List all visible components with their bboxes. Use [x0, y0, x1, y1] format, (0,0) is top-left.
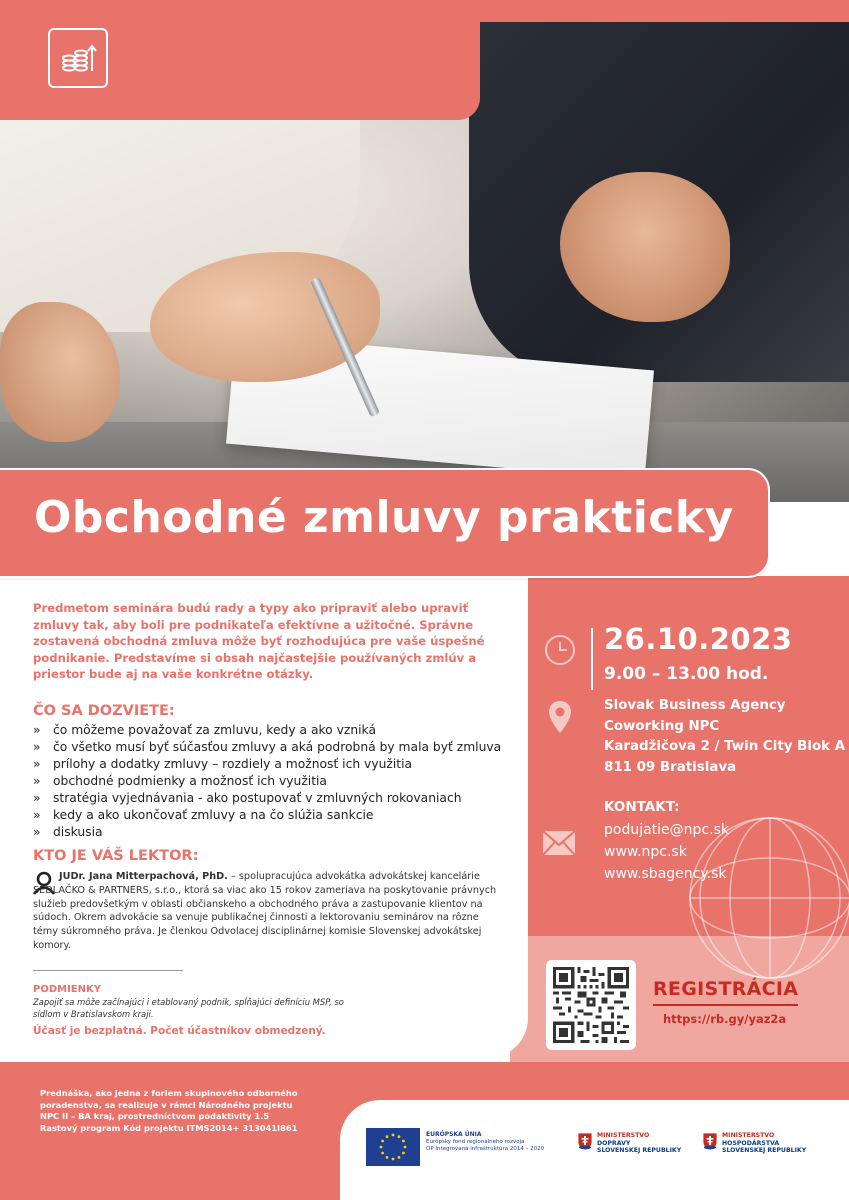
registration-heading: REGISTRÁCIA — [653, 978, 799, 1000]
coins-growth-icon — [48, 28, 108, 88]
eu-fund-text: EURÓPSKA ÚNIA Európsky fond regionálneho rozvoja OP Integrovaná infraštruktúra 2014 – 2020 — [426, 1131, 545, 1152]
learn-list — [33, 722, 523, 841]
lector-name: JUDr. Jana Mitterpachová, PhD. — [59, 871, 228, 882]
conditions-text: Zapojiť sa môže začínajúci i etablovaný podnik, spĺňajúci definíciu MSP, so sídlom v Bratislavskom kraji. — [33, 997, 344, 1019]
event-date: 26.10.2023 — [604, 622, 793, 656]
registration-underline — [653, 1004, 798, 1006]
page-title: Obchodné zmluvy prakticky — [34, 492, 734, 543]
event-place: Slovak Business Agency Coworking NPC Karadžičova 2 / Twin City Blok A 811 09 Bratislava — [604, 698, 846, 775]
eu-flag-icon — [366, 1128, 420, 1166]
location-pin-icon — [548, 700, 572, 734]
date-divider — [591, 628, 593, 690]
intro-text: Predmetom seminára budú rady a typy ako pripraviť alebo upraviť zmluvy tak, aby boli pre podnikateľa efektívne a užitočné. Správne zostavená obchodná zmluva môže byť rozhodujúca pre vaše úspešné podnikanie. Predstavíme si obsah najčastejšie používaných zmlúv a priestor bude aj na vaše konkrétne otázky. — [33, 601, 485, 681]
list-item: » kedy a ako ukončovať zmluvy a na čo slúžia sankcie — [33, 808, 374, 822]
list-item: » čo môžeme považovať za zmluvu, kedy a ako vzniká — [33, 723, 376, 737]
slovak-crest-icon — [577, 1132, 593, 1151]
qr-code-icon[interactable] — [546, 960, 636, 1050]
ministry-transport-text: MINISTERSTVO DOPRAVY SLOVENSKEJ REPUBLIKY — [597, 1132, 682, 1154]
conditions-heading: PODMIENKY — [33, 984, 101, 995]
list-item: » čo všetko musí byť súčasťou zmluvy a aká podrobná by mala byť zmluva — [33, 740, 502, 754]
slovak-crest-icon — [702, 1132, 718, 1151]
contact-email-link[interactable]: podujatie@npc.sk — [604, 822, 729, 838]
participation-note: Účasť je bezplatná. Počet účastníkov obmedzený. — [33, 1025, 326, 1037]
lector-bio: JUDr. Jana Mitterpachová, PhD. – spolupracujúca advokátka advokátskej kancelárie SEDLAČKO & PARTNERS, s.r.o., ktorá sa viac ako 15 rokov zameriava na poskytovanie právnych služieb predovšetkým v oblasti občianskeho a obchodného práva a zastupovanie klientov na súdoch. Okrem advokácie sa venuje publikačnej činnosti a lektorovaniu seminárov na rôzne témy súkromného práva. Je členkou Odvolacej disciplinárnej komisie Slovenskej advokátskej komory. — [33, 871, 497, 951]
footer-project-text: Prednáška, ako jedna z foriem skupinového odborného poradenstva, sa realizuje v rámci Národného projektu NPC II – BA kraj, prostredníctvom podaktivity 1.5 Rastový program Kód projektu ITMS2014+ 313041I861 — [40, 1088, 298, 1133]
ministry-economy-text: MINISTERSTVO HOSPODÁRSTVA SLOVENSKEJ REPUBLIKY — [722, 1132, 807, 1154]
event-time: 9.00 – 13.00 hod. — [604, 664, 769, 684]
list-item: » prílohy a dodatky zmluvy – rozdiely a možnosť ich využitia — [33, 757, 413, 771]
mail-icon — [542, 830, 576, 856]
registration-link[interactable]: https://rb.gy/yaz2a — [663, 1012, 787, 1026]
learn-heading: ČO SA DOZVIETE: — [33, 703, 175, 719]
contact-heading: KONTAKT: — [604, 799, 680, 815]
list-item: » diskusia — [33, 825, 103, 839]
contact-web-sba-link[interactable]: www.sbagency.sk — [604, 866, 727, 882]
divider — [33, 970, 183, 971]
hero-photo — [0, 22, 849, 502]
clock-icon — [543, 633, 577, 667]
list-item: » obchodné podmienky a možnosť ich využitia — [33, 774, 327, 788]
lector-heading: KTO JE VÁŠ LEKTOR: — [33, 848, 199, 864]
title-banner — [0, 468, 770, 578]
list-item: » stratégia vyjednávania - ako postupovať v zmluvných rokovaniach — [33, 791, 462, 805]
contact-web-npc-link[interactable]: www.npc.sk — [604, 844, 687, 860]
